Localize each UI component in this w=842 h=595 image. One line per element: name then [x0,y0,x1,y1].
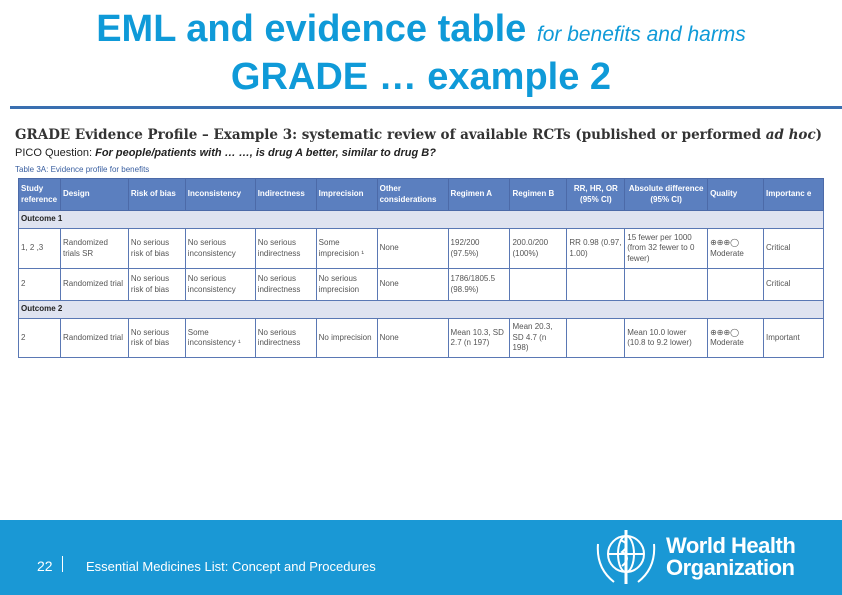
who-wordmark [666,535,795,579]
column-header: Importanc e [763,179,823,211]
table-cell [567,319,625,358]
table-cell: Randomized trials SR [60,229,128,269]
column-header: Imprecision [316,179,377,211]
column-header: RR, HR, OR (95% CI) [567,179,625,211]
table-cell: No serious inconsistency [185,269,255,301]
table-cell: Randomized trial [60,319,128,358]
table-cell: No serious imprecision [316,269,377,301]
outcome-label: Outcome 2 [19,301,824,319]
table-row [19,319,824,358]
pico-text: For people/patients with … …, is drug A better, similar to drug B? [95,147,436,159]
title-suffix: for benefits and harms [536,23,746,46]
table-cell: Mean 10.0 lower (10.8 to 9.2 lower) [625,319,708,358]
table-cell: None [377,269,448,301]
table-cell: 1, 2 ,3 [19,229,61,269]
table-cell: No serious risk of bias [128,319,185,358]
table-cell: Critical [763,269,823,301]
column-header: Study reference [19,179,61,211]
header-row [19,179,824,211]
column-header: Design [60,179,128,211]
slide-subtitle: GRADE … example 2 [230,56,612,98]
outcome-row [19,211,824,229]
table-cell: 2 [19,319,61,358]
table-cell: No imprecision [316,319,377,358]
table-cell [567,269,625,301]
who-logo [592,524,795,590]
outcome-row [19,301,824,319]
table-cell: Critical [763,229,823,269]
table-cell: No serious inconsistency [185,229,255,269]
table-cell: No serious risk of bias [128,229,185,269]
who-name-line1: World Health [666,533,796,558]
footer-text: Essential Medicines List: Concept and Procedures [86,559,376,574]
profile-heading-text: GRADE Evidence Profile – Example 3: systematic review of available RCTs (published or performed [15,127,766,143]
table-cell: 2 [19,269,61,301]
footer-separator [62,556,63,572]
page-number: 22 [37,558,53,574]
table-cell: 200.0/200 (100%) [510,229,567,269]
table-cell [708,269,764,301]
table-cell: Some imprecision ¹ [316,229,377,269]
table-row [19,269,824,301]
profile-heading [15,127,822,143]
who-emblem-icon [592,524,660,590]
outcome-label: Outcome 1 [19,211,824,229]
evidence-table [18,178,824,358]
profile-heading-italic: ad hoc [765,127,816,143]
table-cell: Important [763,319,823,358]
profile-heading-end: ) [815,127,823,143]
column-header: Inconsistency [185,179,255,211]
table-cell: No serious indirectness [255,319,316,358]
table-cell [510,269,567,301]
title-main: EML and evidence table [96,8,527,50]
table-cell [625,269,708,301]
pico-question [15,147,436,159]
column-header: Risk of bias [128,179,185,211]
who-name-line2: Organization [666,555,795,580]
column-header: Regimen B [510,179,567,211]
table-cell: 15 fewer per 1000 (from 32 fewer to 0 fewer) [625,229,708,269]
table-cell: Randomized trial [60,269,128,301]
table-cell: RR 0.98 (0.97, 1.00) [567,229,625,269]
table-cell: Mean 10.3, SD 2.7 (n 197) [448,319,510,358]
table-cell: No serious indirectness [255,229,316,269]
table-cell: Mean 20.3, SD 4.7 (n 198) [510,319,567,358]
table-row [19,229,824,269]
table-cell: Some inconsistency ¹ [185,319,255,358]
table-cell: None [377,229,448,269]
column-header: Quality [708,179,764,211]
title-divider [10,106,842,109]
table-caption: Table 3A: Evidence profile for benefits [15,165,150,174]
column-header: Regimen A [448,179,510,211]
table-cell: No serious risk of bias [128,269,185,301]
slide-title [0,8,842,51]
table-cell: No serious indirectness [255,269,316,301]
column-header: Indirectness [255,179,316,211]
column-header: Absolute difference (95% CI) [625,179,708,211]
table-cell: 1786/1805.5 (98.9%) [448,269,510,301]
table-cell: ⊕⊕⊕◯ Moderate [708,319,764,358]
table-cell: ⊕⊕⊕◯ Moderate [708,229,764,269]
table-cell: 192/200 (97.5%) [448,229,510,269]
column-header: Other considerations [377,179,448,211]
footer-band [0,520,842,595]
pico-label: PICO Question: [15,147,96,159]
table-cell: None [377,319,448,358]
